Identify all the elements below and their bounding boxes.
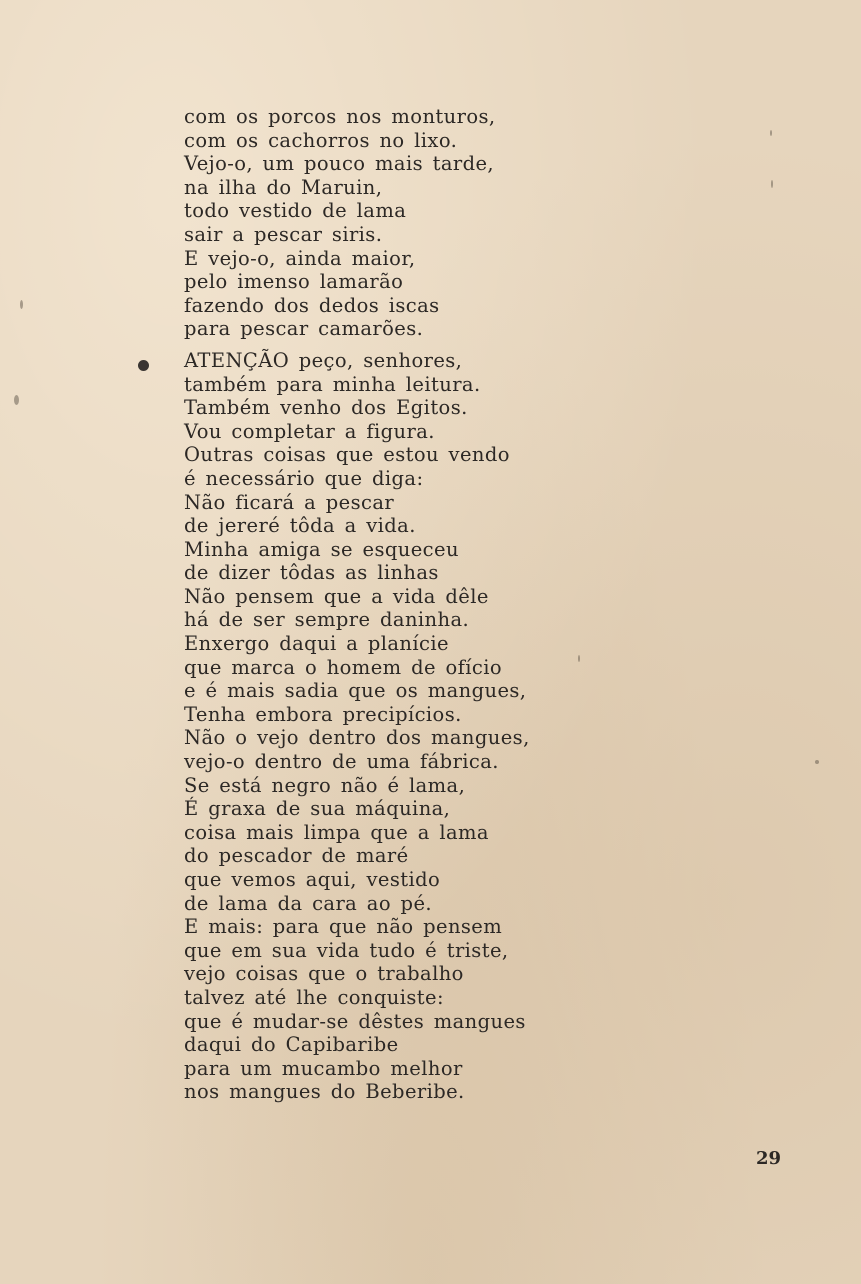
poem-stanza-1 <box>184 105 544 341</box>
poem-line: para um mucambo melhor <box>184 1056 463 1080</box>
poem-line: vejo coisas que o trabalho <box>184 962 464 986</box>
poem-text <box>184 105 544 1104</box>
poem-line: E mais: para que não pensem <box>184 915 503 939</box>
poem-line: Se está negro não é lama, <box>184 773 466 797</box>
poem-line: para pescar camarões. <box>184 317 424 341</box>
poem-line: Tenha embora precipícios. <box>184 702 462 726</box>
poem-line: que é mudar-se dêstes mangues <box>184 1009 526 1033</box>
poem-line: pelo imenso lamarão <box>184 270 404 294</box>
poem-line: Vejo-o, um pouco mais tarde, <box>184 152 494 176</box>
poem-line: que marca o homem de ofício <box>184 655 503 679</box>
poem-line: de dizer tôdas as linhas <box>184 561 439 585</box>
poem-line: Não o vejo dentro dos mangues, <box>184 726 530 750</box>
poem-line: com os cachorros no lixo. <box>184 128 458 152</box>
poem-line: sair a pescar siris. <box>184 222 383 246</box>
poem-line: vejo-o dentro de uma fábrica. <box>184 750 499 774</box>
paper-speck <box>14 395 19 405</box>
poem-line: do pescador de maré <box>184 844 409 868</box>
poem-line: Minha amiga se esqueceu <box>184 537 459 561</box>
poem-line: Não pensem que a vida dêle <box>184 584 489 608</box>
poem-line: Enxergo daqui a planície <box>184 632 449 656</box>
paper-speck <box>578 655 580 662</box>
poem-line: de jereré tôda a vida. <box>184 514 416 538</box>
poem-line: nos mangues do Beberibe. <box>184 1080 465 1104</box>
paper-speck <box>20 300 23 309</box>
paper-speck <box>770 130 772 136</box>
poem-line: Outras coisas que estou vendo <box>184 443 510 467</box>
poem-line: Não ficará a pescar <box>184 490 395 514</box>
poem-line: que em sua vida tudo é triste, <box>184 938 509 962</box>
poem-line: É graxa de sua máquina, <box>184 797 451 821</box>
poem-line: todo vestido de lama <box>184 199 407 223</box>
poem-line: de lama da cara ao pé. <box>184 891 432 915</box>
poem-line: há de ser sempre daninha. <box>184 608 470 632</box>
poem-line: e é mais sadia que os mangues, <box>184 679 527 703</box>
poem-line: que vemos aqui, vestido <box>184 868 441 891</box>
poem-line: coisa mais limpa que a lama <box>184 820 489 844</box>
poem-line: Vou completar a figura. <box>184 419 435 443</box>
poem-line: Também venho dos Egitos. <box>184 396 468 420</box>
bullet-marker <box>138 360 149 371</box>
poem-line: também para minha leitura. <box>184 372 481 396</box>
poem-stanza-2 <box>184 349 544 1104</box>
poem-line: fazendo dos dedos iscas <box>184 293 440 317</box>
poem-line: E vejo-o, ainda maior, <box>184 246 416 270</box>
paper-speck <box>771 180 773 188</box>
stanza-gap <box>184 341 544 349</box>
poem-line: na ilha do Maruin, <box>184 175 383 199</box>
paper-speck <box>815 760 819 764</box>
poem-line: é necessário que diga: <box>184 466 424 490</box>
page-number: 29 <box>756 1148 782 1169</box>
poem-line: com os porcos nos monturos, <box>184 105 496 128</box>
poem-line: talvez até lhe conquiste: <box>184 985 444 1009</box>
poem-line: ATENÇÃO peço, senhores, <box>184 348 463 372</box>
poem-line: daqui do Capibaribe <box>184 1033 399 1057</box>
